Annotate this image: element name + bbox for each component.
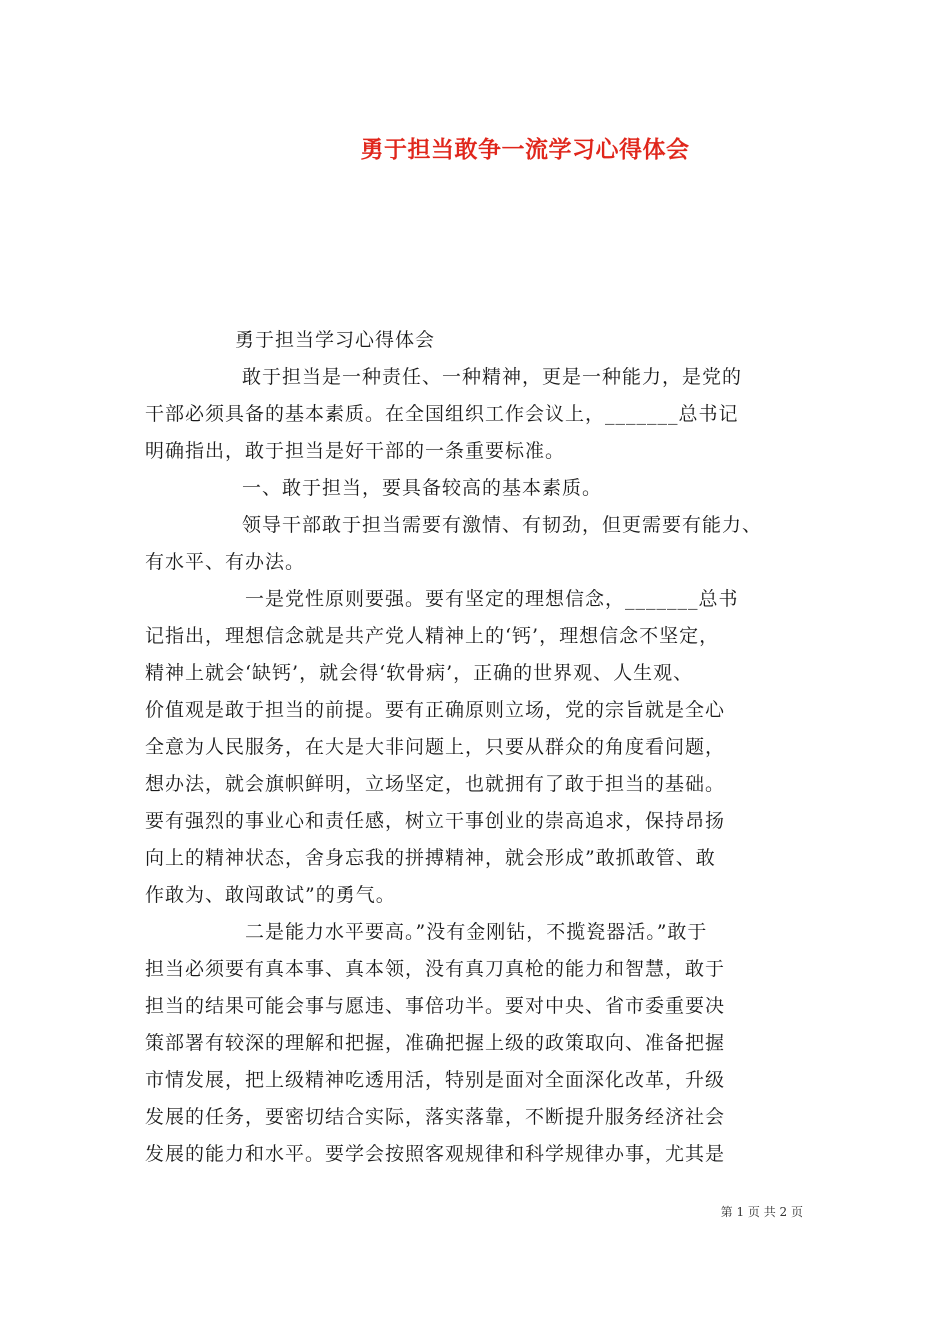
text-line: 想办法，就会旗帜鲜明，立场坚定，也就拥有了敢于担当的基础。: [145, 773, 726, 795]
text-line: 市情发展，把上级精神吃透用活，特别是面对全面深化改革，升级: [145, 1069, 726, 1091]
text-line: 精神上就会‘缺钙’，就会得‘软骨病’，正确的世界观、人生观、: [145, 662, 694, 684]
text-line: 发展的任务，要密切结合实际，落实落靠，不断提升服务经济社会: [145, 1106, 726, 1128]
text-line: 价值观是敢于担当的前提。要有正确原则立场，党的宗旨就是全心: [145, 699, 726, 721]
page-title: 勇于担当敢争一流学习心得体会: [360, 136, 690, 163]
text-line: 有水平、有办法。: [145, 551, 306, 573]
text-line: 明确指出，敢于担当是好干部的一条重要标准。: [145, 440, 566, 462]
page-footer: 第 1 页 共 2 页: [720, 1205, 803, 1219]
text-line: 一、敢于担当，要具备较高的基本素质。: [242, 477, 603, 499]
text-line: 发展的能力和水平。要学会按照客观规律和科学规律办事，尤其是: [145, 1143, 726, 1165]
text-line: 领导干部敢于担当需要有激情、有韧劲，但更需要有能力、: [242, 514, 763, 536]
text-line: 策部署有较深的理解和把握，准确把握上级的政策取向、准备把握: [145, 1032, 726, 1054]
text-line: 敢于担当是一种责任、一种精神，更是一种能力，是党的: [242, 366, 743, 388]
text-line: 二是能力水平要高。”没有金刚钻，不揽瓷器活。”敢于: [245, 921, 708, 943]
text-line: 担当必须要有真本事、真本领，没有真刀真枪的能力和智慧，敢于: [145, 958, 726, 980]
text-line: 向上的精神状态，舍身忘我的拼搏精神，就会形成”敢抓敢管、敢: [145, 847, 716, 869]
text-line: 全意为人民服务，在大是大非问题上，只要从群众的角度看问题，: [145, 736, 726, 758]
text-line: 一是党性原则要强。要有坚定的理想信念，_______总书: [245, 588, 739, 610]
text-line: 作敢为、敢闯敢试”的勇气。: [145, 884, 396, 906]
text-line: 要有强烈的事业心和责任感，树立干事创业的崇高追求，保持昂扬: [145, 810, 726, 832]
text-line: 记指出，理想信念就是共产党人精神上的‘钙’，理想信念不坚定，: [145, 625, 720, 647]
text-line: 担当的结果可能会事与愿违、事倍功半。要对中央、省市委重要决: [145, 995, 726, 1017]
text-line: 干部必须具备的基本素质。在全国组织工作会议上，_______总书记: [145, 403, 739, 425]
body-text: [145, 322, 809, 1173]
text-line: 勇于担当学习心得体会: [235, 329, 436, 351]
